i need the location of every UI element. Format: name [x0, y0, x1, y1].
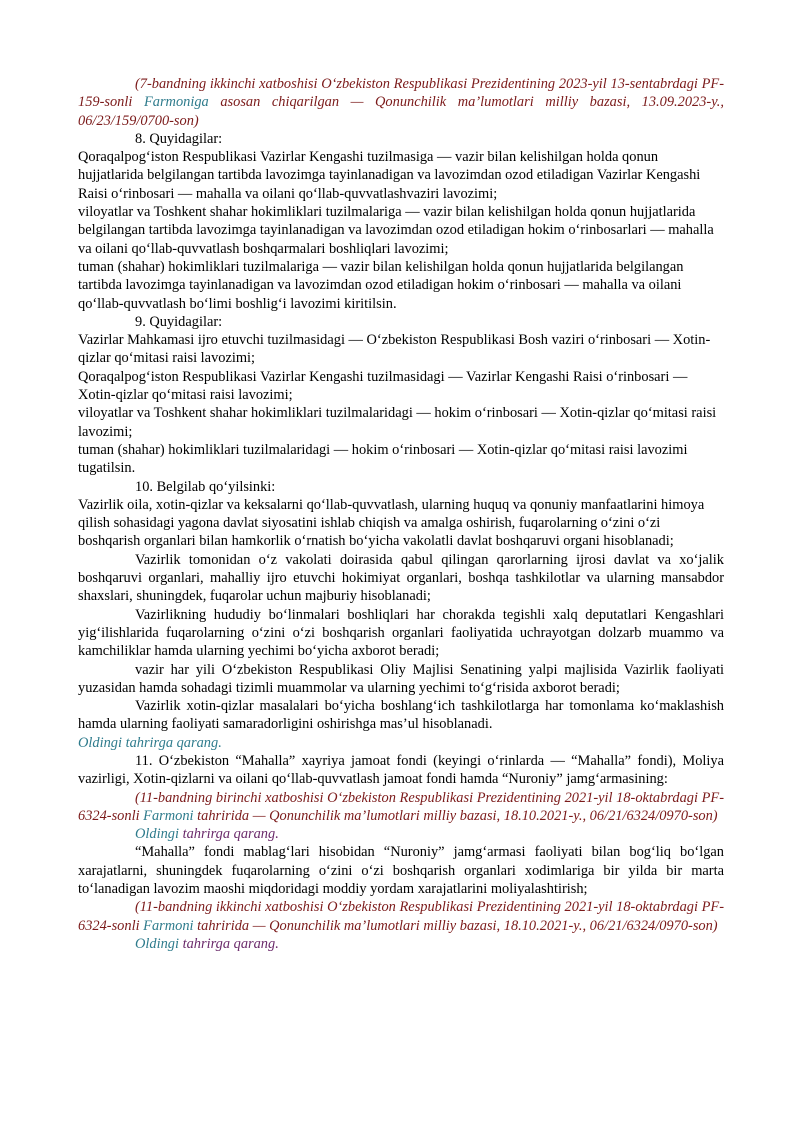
previous-version-link[interactable] [78, 935, 724, 953]
paragraph: viloyatlar va Toshkent shahar hokimliklari tuzilmalariga — vazir bilan kelishilgan holda qonun hujjatlarida belgilangan tartibda lavozimga tayinlanadigan va lavozimdan ozod etiladigan hokim o‘rinbosarlari — mahalla va oilani qo‘llab-quvvatlash boshqarmalari boshliqlari lavozimi; [78, 204, 714, 257]
link-text[interactable]: Oldingi [135, 826, 183, 843]
paragraph: tuman (shahar) hokimliklari tuzilmalaridagi — hokim o‘rinbosari — Xotin-qizlar qo‘mitasi raisi lavozimi tugatilsin. [78, 441, 688, 477]
note-text: tahririda — Qonunchilik ma’lumotlari milliy bazasi, 18.10.2021-y., 06/21/6324/0970-son) [193, 807, 718, 824]
link-text[interactable]: Oldingi tahrirga qarang. [78, 734, 222, 751]
paragraph: Vazirlikning hududiy bo‘linmalari boshliqlari har chorakda tegishli xalq deputatlari Kengashlari yig‘ilishlarida fuqarolarning o‘zini o‘zi boshqarish organlari faoliyatida uchrayotgan dolzarb muammo va kamchiliklar hamda ularning yechimi bo‘yicha axborot beradi; [78, 606, 724, 660]
item-heading: 9. Quyidagilar: [135, 313, 223, 330]
link-text[interactable]: Oldingi [135, 935, 183, 952]
paragraph: vazir har yili O‘zbekiston Respublikasi Oliy Majlisi Senatining yalpi majlisida Vazirlik faoliyati yuzasidan hamda sohadagi tizimli muammolar va ularning yechimi to‘g‘risida axborot beradi; [78, 661, 724, 696]
amendment-note [78, 898, 724, 935]
paragraph: Vazirlik tomonidan o‘z vakolati doirasida qabul qilingan qarorlarning ijrosi davlat va xo‘jalik boshqaruvi organlari, mahalliy ijro etuvchi hokimiyat organlari, boshqa tashkilotlar va ularning mansabdor shaxslari, shuningdek, fuqarolar uchun majburiy hisoblanadi; [78, 551, 724, 605]
previous-version-link[interactable] [78, 734, 724, 752]
paragraph: “Mahalla” fondi mablag‘lari hisobidan “Nuroniy” jamg‘armasi faoliyati bilan bog‘liq bo‘lgan xarajatlarni, shuningdek fuqarolarning o‘zini o‘zi boshqarish organlari xodimlariga bir yilda bir marta to‘lanadigan lavozim maoshi miqdoridagi moddiy yordam xarajatlarini moliyalashtirish; [78, 844, 724, 898]
previous-version-link[interactable] [78, 825, 724, 843]
note-text: (7-bandning ikkinchi xatboshisi O‘zbekiston Respublikasi Prezidentining 2023-yil 13-sentabrdagi PF-159-sonli [78, 76, 724, 111]
note-text: asosan chiqarilgan — Qonunchilik ma’lumotlari milliy bazasi, 13.09.2023-y., 06/23/159/0700-son) [78, 94, 725, 129]
link-text[interactable]: tahrirga qarang. [182, 935, 279, 952]
link-text[interactable]: tahrirga qarang. [182, 826, 279, 843]
amendment-note [78, 789, 724, 826]
document-page [78, 75, 724, 953]
paragraph: Vazirlar Mahkamasi ijro etuvchi tuzilmasidagi — O‘zbekiston Respublikasi Bosh vaziri o‘rinbosari — Xotin-qizlar qo‘mitasi raisi lavozimi; [78, 332, 711, 367]
paragraph: Vazirlik xotin-qizlar masalalari bo‘yicha boshlang‘ich tashkilotlarga har tomonlama ko‘maklashish hamda ularning faoliyati samaradorligini oshirishga mas’ul hisoblanadi. [78, 698, 724, 733]
amendment-note [78, 75, 724, 130]
item-heading: 10. Belgilab qo‘yilsinki: [135, 478, 276, 495]
decree-link[interactable]: Farmoniga [143, 94, 209, 111]
note-text: (11-bandning ikkinchi xatboshisi O‘zbekiston Respublikasi Prezidentining 2021-yil 18-oktabrdagi PF-6324-sonli [78, 899, 724, 934]
note-text: (11-bandning birinchi xatboshisi O‘zbekiston Respublikasi Prezidentining 2021-yil 18-oktabrdagi PF-6324-sonli [78, 789, 724, 824]
paragraph: viloyatlar va Toshkent shahar hokimliklari tuzilmalaridagi — hokim o‘rinbosari — Xotin-qizlar qo‘mitasi raisi lavozimi; [78, 405, 717, 440]
item-heading: 8. Quyidagilar: [135, 130, 223, 147]
paragraph: tuman (shahar) hokimliklari tuzilmalariga — vazir bilan kelishilgan holda qonun hujjatlarida belgilangan tartibda lavozimga tayinlanadigan va lavozimdan ozod etiladigan hokim o‘rinbosari — mahalla va oilani qo‘llab-quvvatlash bo‘limi boshlig‘i lavozimi kiritilsin. [78, 258, 684, 312]
decree-link[interactable]: Farmoni [143, 917, 194, 934]
decree-link[interactable]: Farmoni [143, 807, 194, 824]
paragraph: Vazirlik oila, xotin-qizlar va keksalarni qo‘llab-quvvatlash, ularning huquq va qonuniy manfaatlarini himoya qilish sohasidagi yagona davlat siyosatini ishlab chiqish va amalga oshirish, fuqarolarning o‘zini o‘zi boshqarish organlari bilan hamkorlik o‘rnatish bo‘yicha vakolatli davlat boshqaruvi organi hisoblanadi; [78, 496, 705, 550]
paragraph: Qoraqalpog‘iston Respublikasi Vazirlar Kengashi tuzilmasiga — vazir bilan kelishilgan holda qonun hujjatlarida belgilangan tartibda lavozimga tayinlanadigan va lavozimdan ozod etiladigan Vazirlar Kengashi Raisi o‘rinbosari — mahalla va oilani qo‘llab-quvvatlashvaziri lavozimi; [78, 149, 701, 202]
paragraph: 11. O‘zbekiston “Mahalla” xayriya jamoat fondi (keyingi o‘rinlarda — “Mahalla” fondi), Moliya vazirligi, Xotin-qizlarni va oilani qo‘llab-quvvatlash jamoat fondi hamda “Nuroniy” jamg‘armasining: [78, 752, 724, 788]
note-text: tahririda — Qonunchilik ma’lumotlari milliy bazasi, 18.10.2021-y., 06/21/6324/0970-son) [193, 917, 718, 934]
paragraph: Qoraqalpog‘iston Respublikasi Vazirlar Kengashi tuzilmasidagi — Vazirlar Kengashi Raisi o‘rinbosari — Xotin-qizlar qo‘mitasi raisi lavozimi; [78, 368, 688, 404]
